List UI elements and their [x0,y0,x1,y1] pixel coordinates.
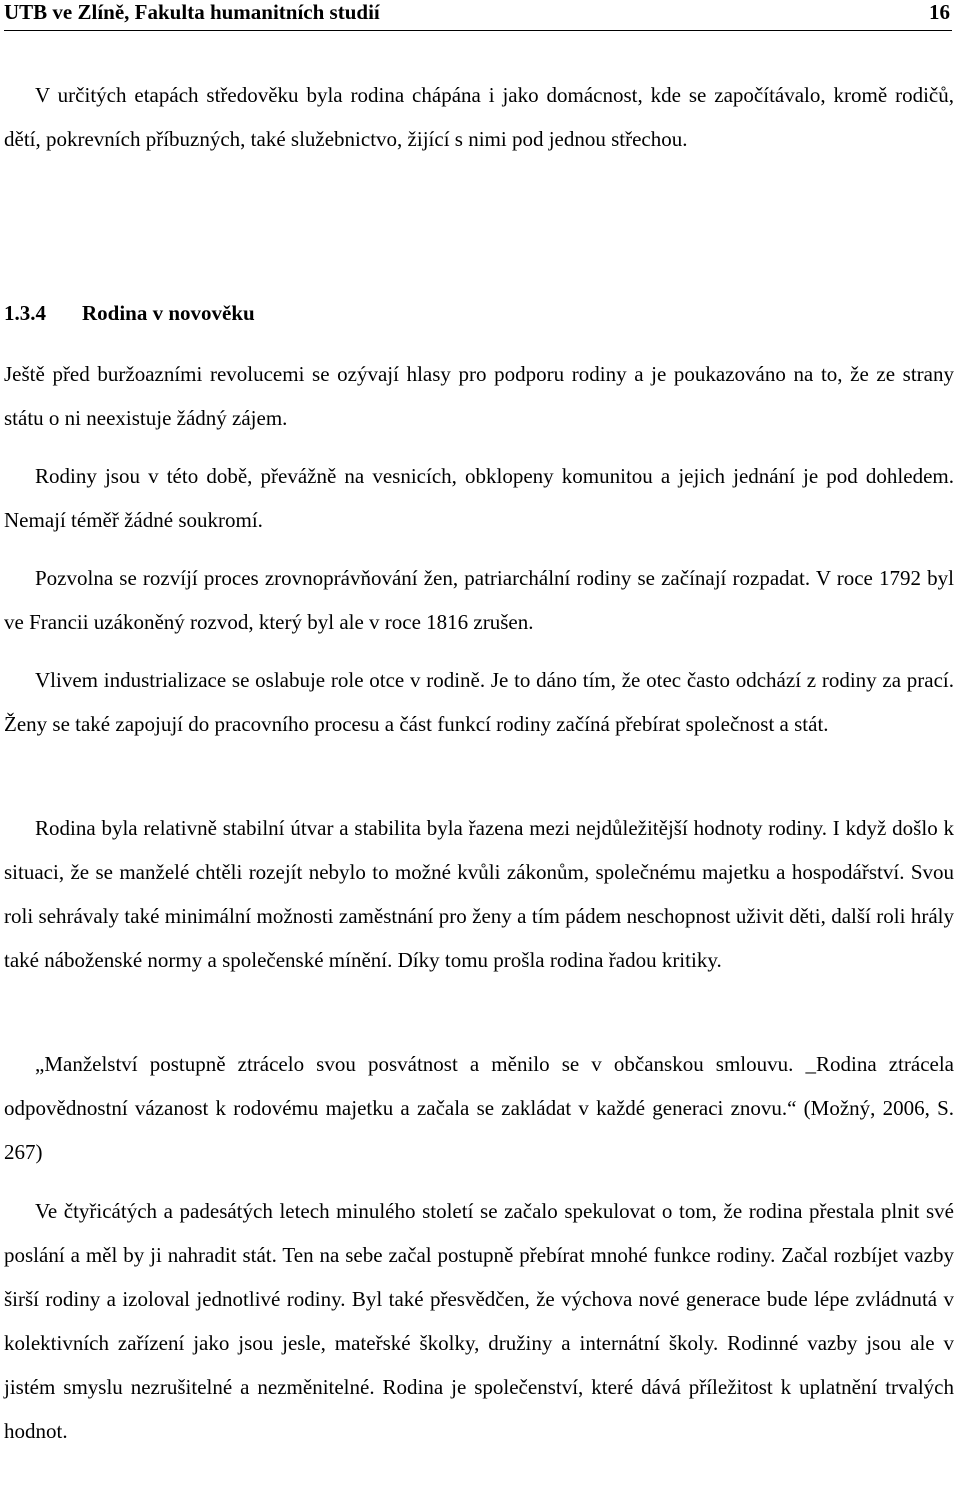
page-number: 16 [929,0,950,24]
section-heading [4,296,255,330]
paragraph-1: V určitých etapách středověku byla rodina chápána i jako domácnost, kde se započítávalo, kromě rodičů, dětí, pokrevních příbuzných, také služebnictvo, žijící s nimi pod jednou střechou. [4,83,954,151]
paragraph-8: Ve čtyřicátých a padesátých letech minulého století se začalo spekulovat o tom, že rodina přestala plnit své poslání a měl by ji nahradit stát. Ten na sebe začal postupně přebírat mnohé funkce rodiny. Začal rozbíjet vazby širší rodiny a izoloval jednotlivé rodiny. Byl také přesvědčen, že výchova nové generace bude lépe zvládnutá v kolektivních zařízení jako jsou jesle, mateřské školky, družiny a internátní školy. Rodinné vazby jsou ale v jistém smyslu nezrušitelné a nezměnitelné. Rodina je společenství, které dává příležitost k uplatnění trvalých hodnot. [4,1199,954,1443]
paragraph-5: Vlivem industrializace se oslabuje role otce v rodině. Je to dáno tím, že otec často odchází z rodiny za prací. Ženy se také zapojují do pracovního procesu a část funkcí rodiny začíná přebírat společnost a stát. [4,668,954,736]
section-title: Rodina v novověku [82,301,255,325]
page-header [4,0,952,31]
paragraph-2: Ještě před buržoazními revolucemi se ozývají hlasy pro podporu rodiny a je poukazováno na to, že ze strany státu o ni neexistuje žádný zájem. [4,362,954,430]
quotation-paragraph: „Manželství postupně ztrácelo svou posvátnost a měnilo se v občanskou smlouvu. _Rodina ztrácela odpovědnostní vázanost k rodovému majetku a začala se zakládat v každé generaci znovu.“ (Možný, 2006, S. 267) [4,1052,954,1164]
section-number: 1.3.4 [4,301,46,325]
paragraph-4: Pozvolna se rozvíjí proces zrovnoprávňování žen, patriarchální rodiny se začínají rozpadat. V roce 1792 byl ve Francii uzákoněný rozvod, který byl ale v roce 1816 zrušen. [4,566,954,634]
paragraph-3: Rodiny jsou v této době, převážně na vesnicích, obklopeny komunitou a jejich jednání je pod dohledem. Nemají téměř žádné soukromí. [4,464,954,532]
header-title: UTB ve Zlíně, Fakulta humanitních studií [4,0,380,24]
paragraph-6: Rodina byla relativně stabilní útvar a stabilita byla řazena mezi nejdůležitější hodnoty rodiny. I když došlo k situaci, že se manželé chtěli rozejít nebylo to možné kvůli zákonům, společnému majetku a hospodářství. Svou roli sehrávaly také minimální možnosti zaměstnání pro ženy a tím pádem neschopnost uživit děti, další roli hrály také náboženské normy a společenské mínění. Díky tomu prošla rodina řadou kritiky. [4,816,954,972]
